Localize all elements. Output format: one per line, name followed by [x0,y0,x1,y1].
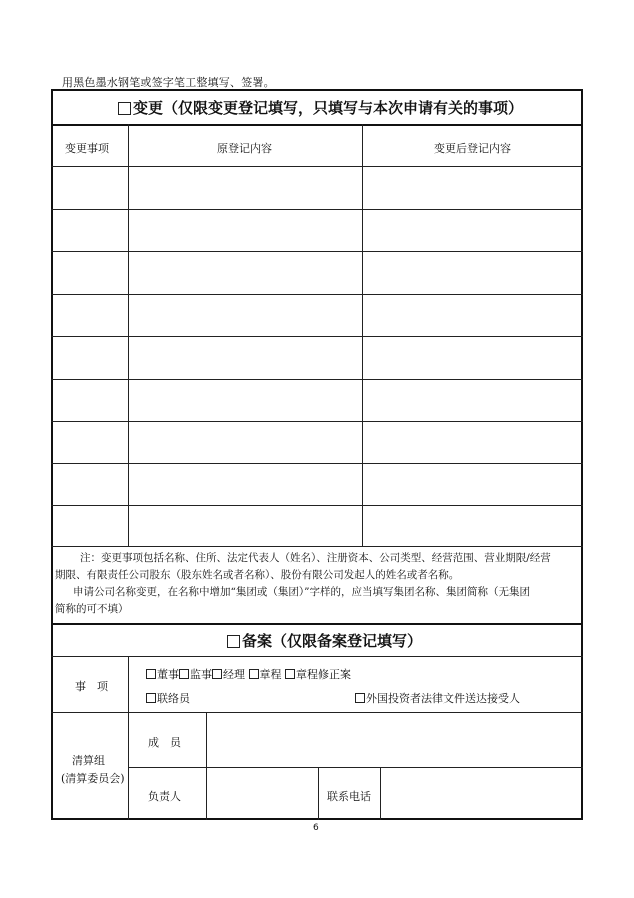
leader-input[interactable] [207,768,317,819]
table-row-line [51,251,583,252]
phone-label: 联系电话 [327,790,371,803]
option-supervisor: 监事 [190,668,212,681]
leader-label: 负责人 [148,790,181,803]
record-section-title [227,630,422,651]
change-note-2: 期限、有限责任公司股东（股东姓名或者名称）、股份有限公司发起人的姓名或者名称。 [55,569,460,581]
divider [51,623,583,625]
table-row-line [51,421,583,422]
record-title-text: 备案（仅限备案登记填写） [242,632,423,650]
table-row-line [51,379,583,380]
option-manager: 经理 [223,668,245,681]
instruction-note: 用黑色墨水钢笔或签字笔工整填写、签署。 [62,76,275,89]
divider [51,124,583,126]
liquidation-label: 清算组 [72,754,105,767]
members-label: 成 员 [148,736,181,749]
table-row-line [51,209,583,210]
option-row-1 [146,666,351,682]
divider [51,656,583,657]
col-header-original: 原登记内容 [217,142,272,155]
change-section-title [118,97,523,118]
option-charter-amendment: 章程修正案 [296,668,351,681]
change-checkbox[interactable] [118,102,131,115]
director-checkbox[interactable] [146,669,156,679]
table-row-line [51,463,583,464]
liaison-checkbox[interactable] [146,693,156,703]
charter-amendment-checkbox[interactable] [285,669,295,679]
option-charter: 章程 [259,668,282,681]
members-input[interactable] [207,713,582,766]
option-foreign-recipient-label: 外国投资者法律文件送达接受人 [366,692,520,705]
matters-label: 事 项 [75,680,108,693]
cell-line [318,767,319,820]
table-row-line [51,294,583,295]
table-row-line [51,336,583,337]
table-row-line [51,546,583,547]
table-row-line [51,505,583,506]
liquidation-sub: (清算委员会) [61,772,125,785]
change-note-4: 简称的可不填） [55,603,129,615]
note-line: 注：变更事项包括名称、住所、法定代表人（姓名）、注册资本、公司类型、经营范围、营业期限/经营 [80,552,551,564]
option-liaison [146,690,190,706]
record-col-line [128,656,129,820]
change-row-1-cells[interactable] [52,167,582,208]
change-note [62,550,577,567]
option-foreign-recipient [355,690,520,706]
change-title-text: 变更（仅限变更登记填写，只填写与本次申请有关的事项） [133,99,524,117]
change-note-3: 申请公司名称变更，在名称中增加“集团或（集团）”字样的，应当填写集团名称、集团简称（无集团 [73,586,530,598]
charter-checkbox[interactable] [249,669,259,679]
page-number: 6 [313,823,319,833]
col-header-new: 变更后登记内容 [434,142,511,155]
option-liaison-label: 联络员 [157,692,190,705]
manager-checkbox[interactable] [212,669,222,679]
col-header-matter: 变更事项 [65,142,109,155]
phone-input[interactable] [381,768,582,819]
foreign-recipient-checkbox[interactable] [355,693,365,703]
supervisor-checkbox[interactable] [179,669,189,679]
option-director: 董事 [157,668,179,681]
record-checkbox[interactable] [227,635,240,648]
